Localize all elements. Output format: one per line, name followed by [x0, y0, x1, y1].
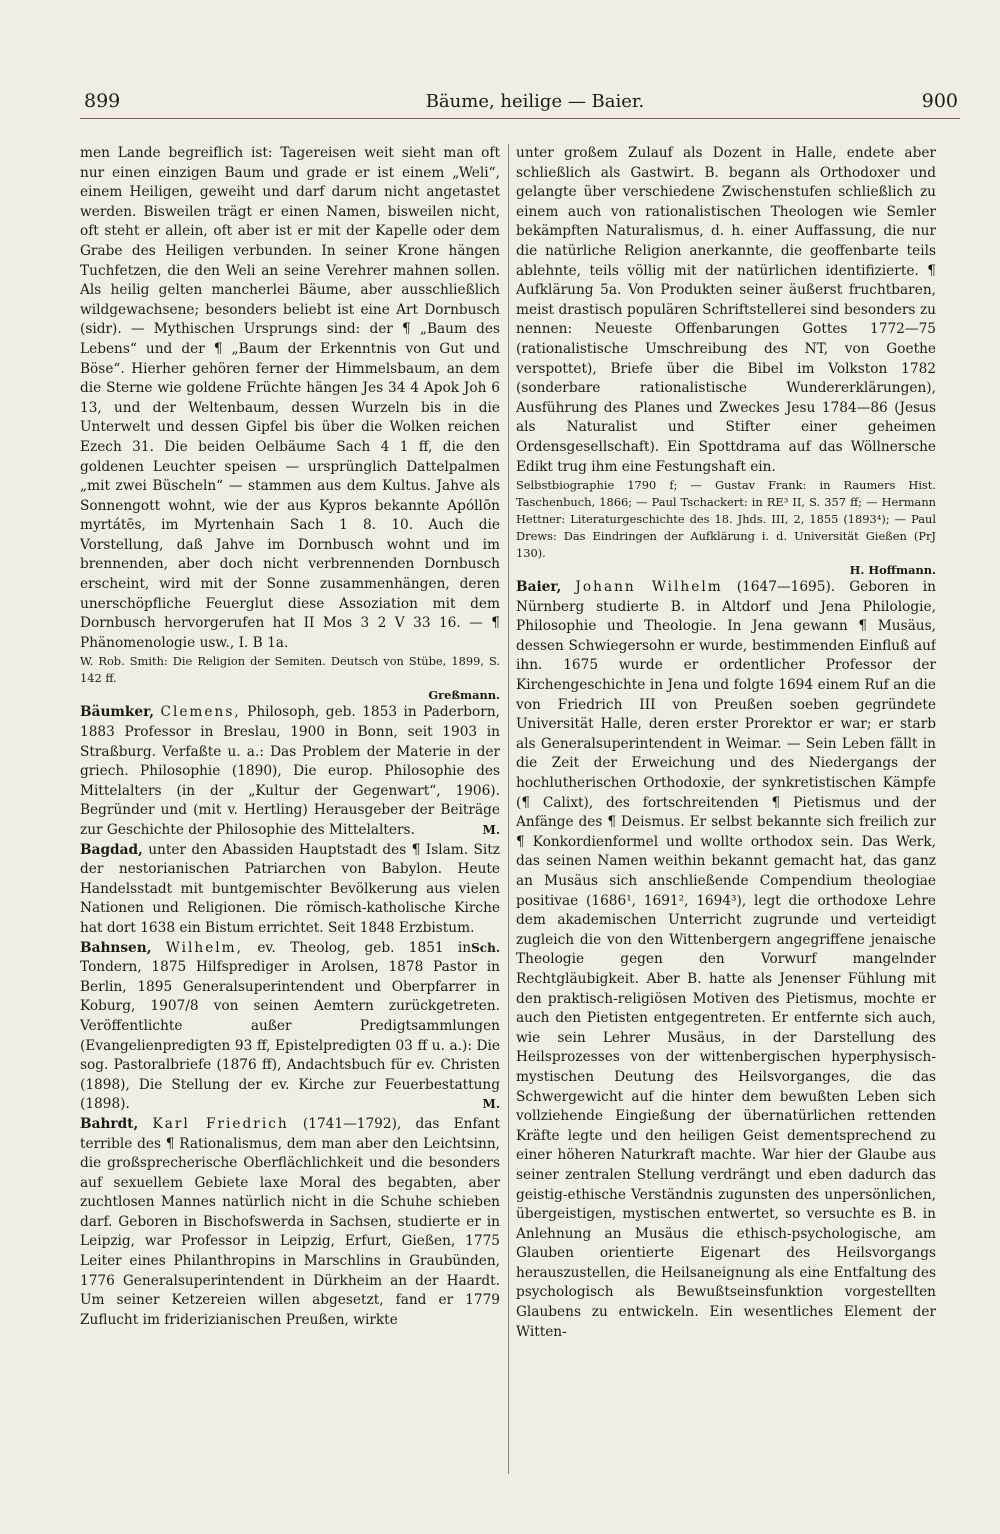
entry-text: unter großem Zulauf als Dozent in Halle, endete aber schließlich als Gastwirt. B. begann als Orthodoxer und gelangte über verschiedene Zwischenstufen schließlich zu einem auch von rationalistischen Theologen wie Semler bekämpften Naturalismus, d. h. einer Auffassung, die nur die natürliche Religion anerkannte, die geoffenbarte teils ablehnte, teils völlig mit der natürlichen identifizierte. ¶ Aufklärung 5a. Von Produkten seiner äußerst fruchtbaren, meist drastisch populären Schriftstellerei sind besonders zu nennen: Neueste Offenbarungen Gottes 1772—75 (rationalistische Umschreibung des NT, von Goethe verspottet), Briefe über die Bibel im Volkston 1782 (sonderbare rationalistische Wundererklärungen), Ausführung des Planes und Zweckes Jesu 1784—86 (Jesus als Naturalist und Stifter einer geheimen Ordensgesellschaft). Ein Spottdrama auf das Wöllnersche Edikt trug ihm eine Festungshaft ein.: [516, 145, 936, 475]
page-number-right: 900: [921, 90, 958, 112]
page-header: [80, 88, 960, 119]
entry-name: Karl Friedrich: [152, 1115, 289, 1132]
author-signature: M.: [482, 1097, 500, 1112]
running-title: Bäume, heilige — Baier.: [425, 91, 645, 112]
author-signature-baeume: Greßmann.: [428, 688, 500, 703]
headword: Baier,: [516, 579, 562, 596]
entry-bahrdt-continued: [516, 144, 936, 477]
entry-text: men Lande begreiflich ist: Tagereisen weit sieht man oft nur einen einzigen Baum und grade er ist einem „Weli“, einem Heiligen, geweiht und darf darum nicht angetastet werden. Bisweilen trägt er einen Namen, bisweilen nicht, oft steht er allein, oft aber ist er mit der Kapelle oder dem Grabe des Heiligen verbunden. In seiner Krone hängen Tuchfetzen, die den Weli an seine Verehrer mahnen sollen. Als heilig gelten mancherlei Bäume, aber ausschließlich wildgewachsene; besonders beliebt ist eine Art Dornbusch (sidr). — Mythischen Ursprungs sind: der ¶ „Baum des Lebens“ und der ¶ „Baum der Erkenntnis von Gut und Böse“. Hierher gehören ferner der Himmelsbaum, an dem die Sterne wie goldene Früchte hängen Jes 34 4 Apok Joh 6 13, und der Weltenbaum, dessen Wurzeln bis in die Unterwelt und dessen Gipfel bis über die Wolken reichen Ezech 31. Die beiden Oelbäume Sach 4 1 ff, die den goldenen Leuchter speisen — ursprünglich Dattelpalmen „mit zwei Büscheln“ — stammen aus dem Kultus. Jahve als Sonnengott wohnt, wie der aus Kypros bekannte Apóllōn myrtátēs, im Myrtenhain Sach 1 8. 10. Auch die Vorstellung, daß Jahve im Dornbusch wohnt und im brennenden, aber doch nicht verbrennenden Dornbusch erscheint, wird mit der Sonne zusammenhängen, deren unerschöpfliche Feuerglut diese Assoziation mit dem Dornbusch hervorgerufen hat II Mos 3 2 V 33 16. — ¶ Phänomenologie usw., I. B 1a.: [80, 145, 500, 651]
page-number-left: 899: [84, 90, 121, 112]
entry-name: Wilhelm,: [165, 939, 244, 956]
entry-baeume-heilige-continued: [80, 144, 500, 653]
column-divider: [508, 144, 509, 1474]
entry-bahnsen: [80, 939, 500, 1115]
headword: Bäumker,: [80, 704, 155, 721]
bibliography-baeume: W. Rob. Smith: Die Religion der Semiten. Deutsch von Stübe, 1899, S. 142 ff.: [80, 654, 500, 686]
author-signature-bahrdt: H. Hoffmann.: [849, 563, 936, 578]
entry-name: Clemens,: [160, 704, 241, 721]
entry-text: unter den Abassiden Hauptstadt des ¶ Islam. Sitz der nestorianischen Patriarchen von Babylon. Heute Handelsstadt mit buntgemischter Bevölkerung aus vielen Nationen und Religionen. Die römisch-katholische Kirche hat dort 1638 ein Bistum errichtet. Seit 1848 Erzbistum.: [80, 841, 500, 936]
right-column: [516, 144, 936, 1484]
author-signature: Sch.: [471, 940, 500, 955]
entry-text: Philosoph, geb. 1853 in Paderborn, 1883 Professor in Breslau, 1900 in Bonn, seit 1903 in Straßburg. Verfaßte u. a.: Das Problem der Materie in der griech. Philosophie (1890), Die europ. Philosophie des Mittelalters (in der „Kultur der Gegenwart“, 1906). Begründer und (mit v. Hertling) Herausgeber der Beiträge zur Geschichte der Philosophie des Mittelalters.: [80, 704, 500, 838]
left-column: [80, 144, 500, 1484]
entry-text: (1647—1695). Geboren in Nürnberg studierte B. in Altdorf und Jena Philologie, Philosophie und Theologie. In Jena gewann ¶ Musäus, dessen Schwiegersohn er wurde, bestimmenden Einfluß auf ihn. 1675 wurde er ordentlicher Professor der Kirchengeschichte in Jena und folgte 1694 einem Ruf an die von Friedrich III von Preußen soeben gegründete Universität Halle, deren erster Prorektor er war; er starb als Generalsuperintendent in Weimar. — Sein Leben fällt in die Zeit der Erweichung und des Niedergangs der hochlutherischen Orthodoxie, der synkretistischen Kämpfe (¶ Calixt), des fortschreitenden ¶ Pietismus und der Anfänge des ¶ Deismus. Er selbst bekannte sich freilich zur ¶ Konkordienformel und wollte orthodox sein. Das Werk, das seinen Namen weithin bekannt gemacht hat, das ganz an Musäus sich anschließende Compendium theologiae positivae (1686¹, 1691², 1694³), legt die orthodoxe Lehre dem akademischen Unterricht zugrunde und verteidigt zugleich die von den Wittenbergern angegriffene jenaische Theologie gegen den Vorwurf mangelnder Rechtgläubigkeit. Aber B. hatte als Jenenser Fühlung mit den praktisch-religiösen Motiven des Pietismus, mochte er auch den Pietisten entgegentreten. Er entfernte sich auch, wie sein Lehrer Musäus, in der Darstellung des Heilsprozesses von der wittenbergischen hyperphysisch-mystischen Deutung des Heilsvorganges, die das Schwergewicht auf die hinter dem bewußten Leben sich vollziehende Eingießung der übernatürlichen rettenden Kräfte legte und den heiligen Geist dementsprechend zu einer höheren Naturkraft machte. War hier der Glaube aus seiner zentralen Stellung verdrängt und eben dadurch das geistig-ethische Verständnis zugunsten des unpersönlichen, übergeistigen, mystischen entwertet, so versuchte es B. in Anlehnung an Musäus die ethisch-psychologische, am Glauben orientierte Eigenart des Heilsvorgangs herauszustellen, die Heilsaneignung als eine Entfaltung des psychologisch als Bewußtseinsfunktion vorgestellten Glaubens zu entwickeln. Ein wesentliches Element der Witten-: [516, 579, 936, 1340]
entry-text: (1741—1792), das Enfant terrible des ¶ Rationalismus, dem man aber den Leichtsinn, die großsprecherische Oberflächlichkeit und die besonders auf sexuellem Gebiete laxe Moral des begabten, aber zuchtlosen Mannes natürlich nicht in die Schuhe schieben darf. Geboren in Bischofswerda in Sachsen, studierte er in Leipzig, war Professor in Leipzig, Erfurt, Gießen, 1775 Leiter eines Philanthropins in Marschlins in Graubünden, 1776 Generalsuperintendent in Dürkheim an der Haardt. Um seiner Ketzereien willen abgesetzt, fand er 1779 Zuflucht im friderizianischen Preußen, wirkte: [80, 1115, 500, 1328]
entry-baier: [516, 578, 936, 1342]
author-signature: M.: [482, 823, 500, 837]
two-column-body: [80, 144, 960, 1484]
bibliography-bahrdt: Selbstbiographie 1790 f; — Gustav Frank: in Raumers Hist. Taschenbuch, 1866; — Paul Tschackert: in RE³ II, S. 357 ff; — Hermann Hettner: Literaturgeschichte des 18. Jhds. III, 2, 1855 (1893⁴); — Paul Drews: Das Eindringen der Aufklärung i. d. Universität Gießen (PrJ 130).: [516, 478, 936, 561]
entry-text: ev. Theolog, geb. 1851 in Tondern, 1875 Hilfsprediger in Arolsen, 1878 Pastor in Berlin, 1895 Generalsuperintendent und Oberpfarrer in Koburg, 1907/8 von seinen Aemtern zurückgetreten. Veröffentlichte außer Predigtsammlungen (Evangelienpredigten 93 ff, Epistelpredigten 03 ff u. a.): Die sog. Pastoralbriefe (1876 ff), Andachtsbuch für ev. Christen (1898), Die Stellung der ev. Kirche zur Feuerbestattung (1898).: [80, 939, 500, 1113]
entry-name: Johann Wilhelm: [575, 579, 723, 596]
headword: Bagdad,: [80, 841, 143, 858]
entry-baeumker: [80, 703, 500, 840]
headword: Bahnsen,: [80, 939, 152, 956]
headword: Bahrdt,: [80, 1115, 139, 1132]
entry-bahrdt: [80, 1115, 500, 1331]
